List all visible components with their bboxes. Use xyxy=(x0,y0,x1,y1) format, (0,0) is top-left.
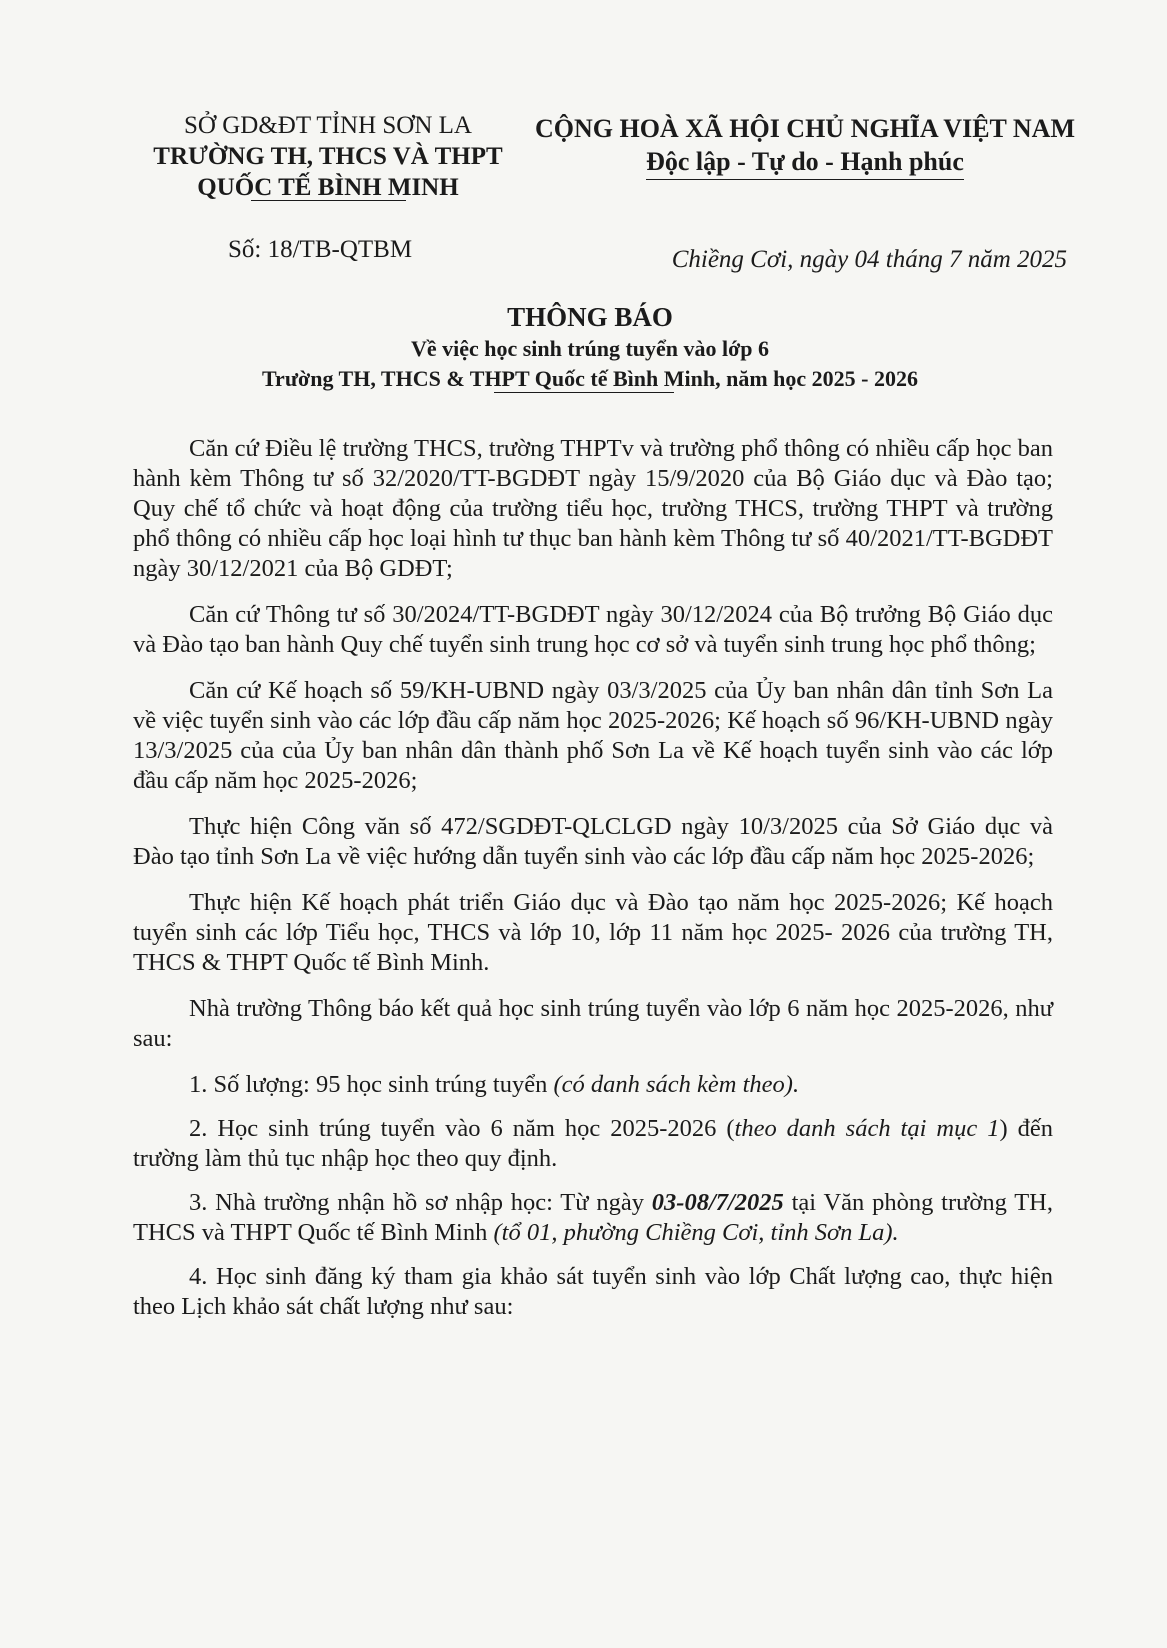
paragraph-legal-basis-5: Thực hiện Kế hoạch phát triển Giáo dục và Đào tạo năm học 2025-2026; Kế hoạch tuyển sinh các lớp Tiểu học, THCS và lớp 10, lớp 11 năm học 2025- 2026 của trường TH, THCS & THPT Quốc tế Bình Minh. xyxy=(133,889,1053,976)
paragraph-legal-basis-4: Thực hiện Công văn số 472/SGDĐT-QLCLGD ngày 10/3/2025 của Sở Giáo dục và Đào tạo tỉnh Sơn La về việc hướng dẫn tuyển sinh vào các lớp đầu cấp năm học 2025-2026; xyxy=(133,813,1053,870)
item-4-survey: 4. Học sinh đăng ký tham gia khảo sát tuyển sinh vào lớp Chất lượng cao, thực hiện theo Lịch khảo sát chất lượng như sau: xyxy=(133,1263,1053,1320)
item-2-enrollment: 2. Học sinh trúng tuyển vào 6 năm học 2025-2026 (theo danh sách tại mục 1) đến trường làm thủ tục nhập học theo quy định. xyxy=(133,1115,1053,1172)
document-date: Chiềng Cơi, ngày 04 tháng 7 năm 2025 xyxy=(671,246,1067,273)
paragraph-announcement: Nhà trường Thông báo kết quả học sinh trúng tuyển vào lớp 6 năm học 2025-2026, như sau: xyxy=(133,995,1053,1052)
national-title: CỘNG HOÀ XÃ HỘI CHỦ NGHĨA VIỆT NAM xyxy=(534,114,1076,143)
title-underline xyxy=(494,392,674,393)
issuing-agency-header xyxy=(128,110,528,201)
national-motto: Độc lập - Tự do - Hạnh phúc xyxy=(646,145,964,180)
notice-subtitle-2: Trường TH, THCS & THPT Quốc tế Bình Minh, năm học 2025 - 2026 xyxy=(262,366,918,391)
paragraph-legal-basis-2: Căn cứ Thông tư số 30/2024/TT-BGDĐT ngày 30/12/2024 của Bộ trưởng Bộ Giáo dục và Đào tạo ban hành Quy chế tuyển sinh trung học cơ sở và tuyển sinh trung học phổ thông; xyxy=(133,601,1053,658)
paragraph-legal-basis-1: Căn cứ Điều lệ trường THCS, trường THPTv và trường phổ thông có nhiều cấp học ban hành kèm Thông tư số 32/2020/TT-BGDĐT ngày 15/9/2020 của Bộ Giáo dục và Đào tạo; Quy chế tổ chức và hoạt động của trường tiểu học, trường THCS, trường THPT và trường phổ thông có nhiều cấp học loại hình tư thục ban hành kèm Thông tư số 40/2021/TT-BGDĐT ngày 30/12/2021 của Bộ GDĐT; xyxy=(133,435,1053,582)
paragraph-legal-basis-3: Căn cứ Kế hoạch số 59/KH-UBND ngày 03/3/2025 của Ủy ban nhân dân tỉnh Sơn La về việc tuyển sinh vào các lớp đầu cấp năm học 2025-2026; Kế hoạch số 96/KH-UBND ngày 13/3/2025 của của Ủy ban nhân dân thành phố Sơn La về Kế hoạch tuyển sinh vào các lớp đầu cấp năm học 2025-2026; xyxy=(133,677,1053,794)
agency-line-2: TRƯỜNG TH, THCS VÀ THPT xyxy=(153,143,503,170)
notice-subtitle-1: Về việc học sinh trúng tuyển vào lớp 6 xyxy=(410,336,770,361)
item-1-quantity: 1. Số lượng: 95 học sinh trúng tuyển (có danh sách kèm theo). xyxy=(189,1071,800,1098)
notice-title: THÔNG BÁO xyxy=(507,302,673,332)
national-header xyxy=(520,112,1090,180)
item-3-application-period: 3. Nhà trường nhận hồ sơ nhập học: Từ ngày 03-08/7/2025 tại Văn phòng trường TH, THCS và THPT Quốc tế Bình Minh (tổ 01, phường Chiềng Cơi, tỉnh Sơn La). xyxy=(133,1189,1053,1246)
document-number: Số: 18/TB-QTBM xyxy=(228,236,413,263)
agency-line-3: QUỐC TẾ BÌNH MINH xyxy=(197,174,459,201)
notice-body xyxy=(133,434,1053,1336)
notice-title-block xyxy=(140,300,1040,393)
agency-line-1: SỞ GD&ĐT TỈNH SƠN LA xyxy=(184,112,472,139)
